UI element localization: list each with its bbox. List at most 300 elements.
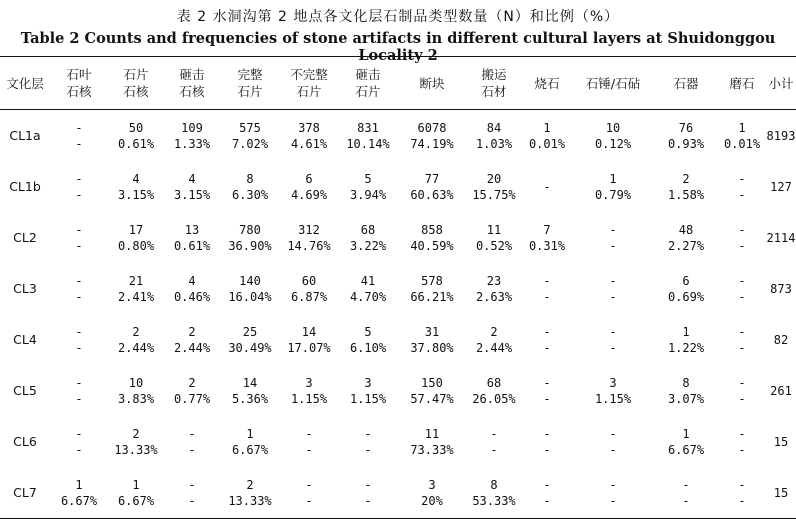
table-cell [164, 467, 220, 519]
table-cell [718, 110, 766, 162]
table-cell [718, 467, 766, 519]
cell-percent: - [364, 442, 372, 457]
cell-percent: 3.07% [667, 391, 705, 406]
row-total: 82 [773, 332, 789, 347]
cell-count: 140 [239, 273, 261, 288]
cell-percent: - [609, 493, 617, 508]
cell-percent: 6.67% [231, 442, 269, 457]
table-cell [338, 467, 398, 519]
cell-count: 6078 [417, 120, 447, 135]
table-cell [338, 314, 398, 365]
column-header [572, 57, 654, 110]
cell-percent: 2.63% [475, 289, 513, 304]
table-cell [108, 161, 164, 212]
table-cell [164, 365, 220, 416]
cell-count: - [75, 171, 83, 186]
table-cell [50, 110, 108, 162]
table-cell [280, 110, 338, 162]
cell-count: 578 [421, 273, 443, 288]
cell-percent: 0.80% [117, 238, 155, 253]
cell-count: 312 [298, 222, 320, 237]
cell-count: 8 [490, 477, 498, 492]
cell-count: - [75, 273, 83, 288]
cell-count: 1 [75, 477, 83, 492]
table-cell [220, 365, 280, 416]
table-cell [398, 314, 466, 365]
cell-percent: - [609, 238, 617, 253]
cell-count: 20 [486, 171, 502, 186]
cell-percent: 66.21% [410, 289, 454, 304]
table-cell [654, 314, 718, 365]
cell-count: 5 [364, 171, 372, 186]
cell-percent: - [609, 289, 617, 304]
column-header-line2: 石核 [179, 84, 205, 99]
cell-count: 25 [242, 324, 258, 339]
cell-percent: 13.33% [228, 493, 272, 508]
cell-count: - [609, 324, 617, 339]
cell-percent: 20% [421, 493, 443, 508]
cell-percent: - [75, 238, 83, 253]
table-cell [398, 110, 466, 162]
cell-percent: - [75, 340, 83, 355]
table-cell [654, 416, 718, 467]
cell-percent: - [738, 442, 746, 457]
table-cell [718, 161, 766, 212]
table-cell [466, 161, 522, 212]
cell-percent: 6.67% [667, 442, 705, 457]
cell-percent: - [738, 340, 746, 355]
table-cell [164, 416, 220, 467]
cell-percent: 4.61% [290, 136, 328, 151]
cell-percent: 15.75% [472, 187, 516, 202]
table-cell [220, 212, 280, 263]
cell-percent: 4.70% [349, 289, 387, 304]
cell-percent: - [188, 493, 196, 508]
cell-count: 378 [298, 120, 320, 135]
row-total: 15 [773, 434, 789, 449]
table-cell [654, 467, 718, 519]
column-header-line1: 搬运 [481, 67, 507, 82]
cell-percent: - [75, 442, 83, 457]
table-cell [398, 212, 466, 263]
column-header-line1: 断块 [419, 75, 445, 91]
cell-percent: - [738, 289, 746, 304]
table-title-chinese: 表 2 水洞沟第 2 地点各文化层石制品类型数量（N）和比例（%） [176, 9, 620, 25]
column-header [280, 57, 338, 110]
table-cell [398, 365, 466, 416]
cell-count: 1 [543, 120, 551, 135]
column-header-line2: 石片 [237, 84, 263, 99]
cell-percent: - [738, 493, 746, 508]
stone-artifact-table [0, 56, 796, 519]
table-cell [572, 263, 654, 314]
cell-count: - [543, 426, 551, 441]
cell-percent: 0.01% [723, 136, 761, 151]
table-cell [50, 212, 108, 263]
table-cell [50, 365, 108, 416]
table-cell [50, 263, 108, 314]
table-cell [108, 365, 164, 416]
cell-percent: 3.22% [349, 238, 387, 253]
cell-percent: 2.44% [117, 340, 155, 355]
cell-count: 4 [188, 273, 196, 288]
cell-percent: 73.33% [410, 442, 454, 457]
cell-count: 2 [490, 324, 498, 339]
table-cell [398, 161, 466, 212]
cell-percent: 1.03% [475, 136, 513, 151]
table-cell [280, 365, 338, 416]
cell-count: 11 [486, 222, 502, 237]
table-cell [50, 314, 108, 365]
table-cell [164, 263, 220, 314]
row-total: 261 [770, 383, 792, 398]
cell-percent: 1.15% [290, 391, 328, 406]
cell-count: 7 [543, 222, 551, 237]
cell-count: 1 [738, 120, 746, 135]
table-cell [338, 416, 398, 467]
cell-percent: 0.52% [475, 238, 513, 253]
column-header [108, 57, 164, 110]
table-cell [466, 110, 522, 162]
table-cell [338, 212, 398, 263]
column-header-line1: 砸击 [179, 67, 205, 82]
cell-count: - [364, 477, 372, 492]
cell-percent: - [75, 136, 83, 151]
cell-count: 2 [188, 324, 196, 339]
table-cell [522, 161, 572, 212]
column-header [164, 57, 220, 110]
cell-count: 50 [128, 120, 144, 135]
cell-count: - [75, 375, 83, 390]
cell-count: - [543, 477, 551, 492]
cell-count: 14 [242, 375, 258, 390]
cell-percent: 2.41% [117, 289, 155, 304]
cell-count: 2 [132, 426, 140, 441]
cell-count: - [609, 273, 617, 288]
cell-percent: 7.02% [231, 136, 269, 151]
cell-count: 780 [239, 222, 261, 237]
column-header-line1: 不完整 [290, 67, 328, 82]
cell-count: 2 [132, 324, 140, 339]
cell-count: 77 [424, 171, 440, 186]
cell-percent: 30.49% [228, 340, 272, 355]
table-cell [108, 467, 164, 519]
cell-count: - [738, 324, 746, 339]
table-cell [280, 314, 338, 365]
cell-percent: 37.80% [410, 340, 454, 355]
cell-count: 60 [301, 273, 317, 288]
cell-count: 68 [360, 222, 376, 237]
cell-count: 858 [421, 222, 443, 237]
table-cell [280, 416, 338, 467]
cell-percent: 26.05% [472, 391, 516, 406]
cell-count: - [543, 324, 551, 339]
cell-percent: 0.69% [667, 289, 705, 304]
cell-percent: 60.63% [410, 187, 454, 202]
table-cell [522, 314, 572, 365]
table-cell [466, 467, 522, 519]
table-cell [522, 263, 572, 314]
cell-count: - [609, 426, 617, 441]
header-row [0, 57, 796, 110]
cell-percent: 6.10% [349, 340, 387, 355]
table-cell [108, 110, 164, 162]
cell-count: 17 [128, 222, 144, 237]
cell-percent: 6.30% [231, 187, 269, 202]
cell-count: 21 [128, 273, 144, 288]
table-cell [164, 161, 220, 212]
cell-count: - [682, 477, 690, 492]
table-cell [338, 365, 398, 416]
cell-percent: - [188, 442, 196, 457]
layer-label: CL1b [9, 178, 41, 194]
cell-count: 2 [188, 375, 196, 390]
column-header [522, 57, 572, 110]
cell-percent: - [738, 187, 746, 202]
cell-count: - [305, 426, 313, 441]
cell-count: 109 [181, 120, 203, 135]
layer-label: CL1a [9, 127, 41, 143]
row-total: 15 [773, 485, 789, 500]
cell-percent: 0.77% [173, 391, 211, 406]
cell-percent: 3.15% [117, 187, 155, 202]
table-row [0, 416, 796, 467]
table-title-english: Table 2 Counts and frequencies of stone artifacts in different cultural layers at Shuidonggou Locality 2 [20, 30, 776, 64]
column-header-line1: 烧石 [534, 75, 560, 91]
table-cell [572, 467, 654, 519]
cell-count: 1 [682, 426, 690, 441]
table-cell [654, 161, 718, 212]
cell-percent: - [738, 238, 746, 253]
cell-count: 68 [486, 375, 502, 390]
cell-count: 8 [682, 375, 690, 390]
column-header [220, 57, 280, 110]
cell-percent: 10.14% [346, 136, 390, 151]
table-cell [50, 416, 108, 467]
table-cell [50, 467, 108, 519]
column-header [466, 57, 522, 110]
table-cell [522, 416, 572, 467]
table-row [0, 110, 796, 162]
table-cell [220, 416, 280, 467]
cell-percent: 74.19% [410, 136, 454, 151]
table-cell [466, 314, 522, 365]
cell-percent: - [682, 493, 690, 508]
table-cell [220, 263, 280, 314]
column-header-line2: 石材 [481, 84, 507, 99]
table-cell [718, 263, 766, 314]
table-cell [466, 416, 522, 467]
cell-count: 1 [132, 477, 140, 492]
layer-label: CL7 [13, 484, 37, 500]
cell-percent: 1.22% [667, 340, 705, 355]
cell-count: - [75, 222, 83, 237]
table-cell [338, 161, 398, 212]
cell-count: 13 [184, 222, 200, 237]
table-cell [220, 314, 280, 365]
cell-percent: 53.33% [472, 493, 516, 508]
cell-percent: 17.07% [287, 340, 331, 355]
cell-percent: 2.27% [667, 238, 705, 253]
row-total: 127 [770, 179, 792, 194]
table-cell [466, 365, 522, 416]
table-cell [398, 416, 466, 467]
cell-percent: 1.15% [594, 391, 632, 406]
layer-label: CL4 [13, 331, 37, 347]
cell-count: 11 [424, 426, 440, 441]
cell-count: 6 [682, 273, 690, 288]
layer-label: CL6 [13, 433, 37, 449]
cell-percent: 3.15% [173, 187, 211, 202]
column-header-line1: 小计 [768, 75, 794, 91]
column-header [338, 57, 398, 110]
cell-percent: - [609, 442, 617, 457]
table-cell [280, 467, 338, 519]
cell-percent: 0.61% [173, 238, 211, 253]
table-body [0, 110, 796, 519]
cell-count: 6 [305, 171, 313, 186]
table-row [0, 161, 796, 212]
table-cell [220, 110, 280, 162]
table-cell [338, 263, 398, 314]
cell-count: - [543, 273, 551, 288]
column-header-line1: 砸击 [355, 67, 381, 82]
cell-count: - [543, 375, 551, 390]
table-cell [466, 212, 522, 263]
cell-percent: 0.31% [528, 238, 566, 253]
column-header-line2: 石片 [296, 84, 322, 99]
cell-percent: - [364, 493, 372, 508]
cell-count: - [490, 426, 498, 441]
table-cell [50, 161, 108, 212]
cell-count: 48 [678, 222, 694, 237]
cell-percent: - [75, 289, 83, 304]
row-total: 873 [770, 281, 792, 296]
table-cell [572, 416, 654, 467]
cell-percent: - [609, 340, 617, 355]
cell-percent: 1.58% [667, 187, 705, 202]
cell-count: 31 [424, 324, 440, 339]
column-header [718, 57, 766, 110]
cell-count: 3 [609, 375, 617, 390]
table-cell [718, 212, 766, 263]
row-total: 2114 [766, 230, 796, 245]
cell-count: - [738, 273, 746, 288]
column-header [654, 57, 718, 110]
table-row [0, 365, 796, 416]
cell-count: 76 [678, 120, 694, 135]
cell-percent: 0.93% [667, 136, 705, 151]
cell-percent: 0.79% [594, 187, 632, 202]
cell-percent: 0.46% [173, 289, 211, 304]
column-header [50, 57, 108, 110]
table-cell [108, 212, 164, 263]
cell-count: 150 [421, 375, 443, 390]
cell-count: 8 [246, 171, 254, 186]
cell-count: - [738, 222, 746, 237]
cell-percent: - [543, 391, 551, 406]
cell-count: 84 [486, 120, 502, 135]
table-cell [572, 314, 654, 365]
table-cell [572, 161, 654, 212]
table-cell [398, 467, 466, 519]
table-cell [280, 212, 338, 263]
cell-count: - [738, 477, 746, 492]
cell-percent: 4.69% [290, 187, 328, 202]
column-header-line1: 完整 [237, 67, 263, 82]
table-cell [108, 263, 164, 314]
cell-count: 575 [239, 120, 261, 135]
cell-percent: 0.12% [594, 136, 632, 151]
cell-percent: - [305, 493, 313, 508]
table-cell [522, 365, 572, 416]
layer-label: CL3 [13, 280, 37, 296]
table-cell [522, 212, 572, 263]
cell-count: - [75, 324, 83, 339]
table-cell [280, 161, 338, 212]
column-header-line1: 磨石 [729, 75, 755, 91]
cell-percent: - [543, 442, 551, 457]
cell-percent: 6.67% [60, 493, 98, 508]
cell-count: - [188, 426, 196, 441]
cell-count: 10 [128, 375, 144, 390]
cell-count: - [75, 120, 83, 135]
cell-count: 1 [246, 426, 254, 441]
cell-count: 831 [357, 120, 379, 135]
cell-percent: 57.47% [410, 391, 454, 406]
cell-percent: 1.33% [173, 136, 211, 151]
column-header [0, 57, 50, 110]
cell-percent: 3.94% [349, 187, 387, 202]
cell-count: - [609, 477, 617, 492]
cell-percent: - [543, 493, 551, 508]
cell-count: - [738, 426, 746, 441]
column-header-line1: 文化层 [6, 75, 44, 91]
table-cell [164, 314, 220, 365]
table-cell [108, 416, 164, 467]
cell-percent: - [543, 340, 551, 355]
cell-percent: 6.67% [117, 493, 155, 508]
column-header [766, 57, 796, 110]
table-cell [654, 110, 718, 162]
table-cell [572, 365, 654, 416]
table-cell [522, 467, 572, 519]
cell-percent: - [490, 442, 498, 457]
cell-percent: - [75, 187, 83, 202]
column-header-line1: 石器 [673, 75, 699, 91]
cell-percent: 2.44% [173, 340, 211, 355]
cell-percent: 2.44% [475, 340, 513, 355]
table-cell [572, 212, 654, 263]
cell-count: 5 [364, 324, 372, 339]
table-cell [466, 263, 522, 314]
cell-count: 2 [682, 171, 690, 186]
column-header-line2: 石核 [123, 84, 149, 99]
cell-percent: 40.59% [410, 238, 454, 253]
cell-percent: 14.76% [287, 238, 331, 253]
table-cell [338, 110, 398, 162]
table-cell [220, 467, 280, 519]
table-row [0, 263, 796, 314]
cell-count: 23 [486, 273, 502, 288]
cell-count: 3 [305, 375, 313, 390]
cell-percent: 5.36% [231, 391, 269, 406]
cell-count: 41 [360, 273, 376, 288]
table-row [0, 212, 796, 263]
column-header-line1: 石锤/石砧 [585, 75, 641, 91]
column-header-line2: 石核 [66, 84, 92, 99]
cell-percent: 0.61% [117, 136, 155, 151]
